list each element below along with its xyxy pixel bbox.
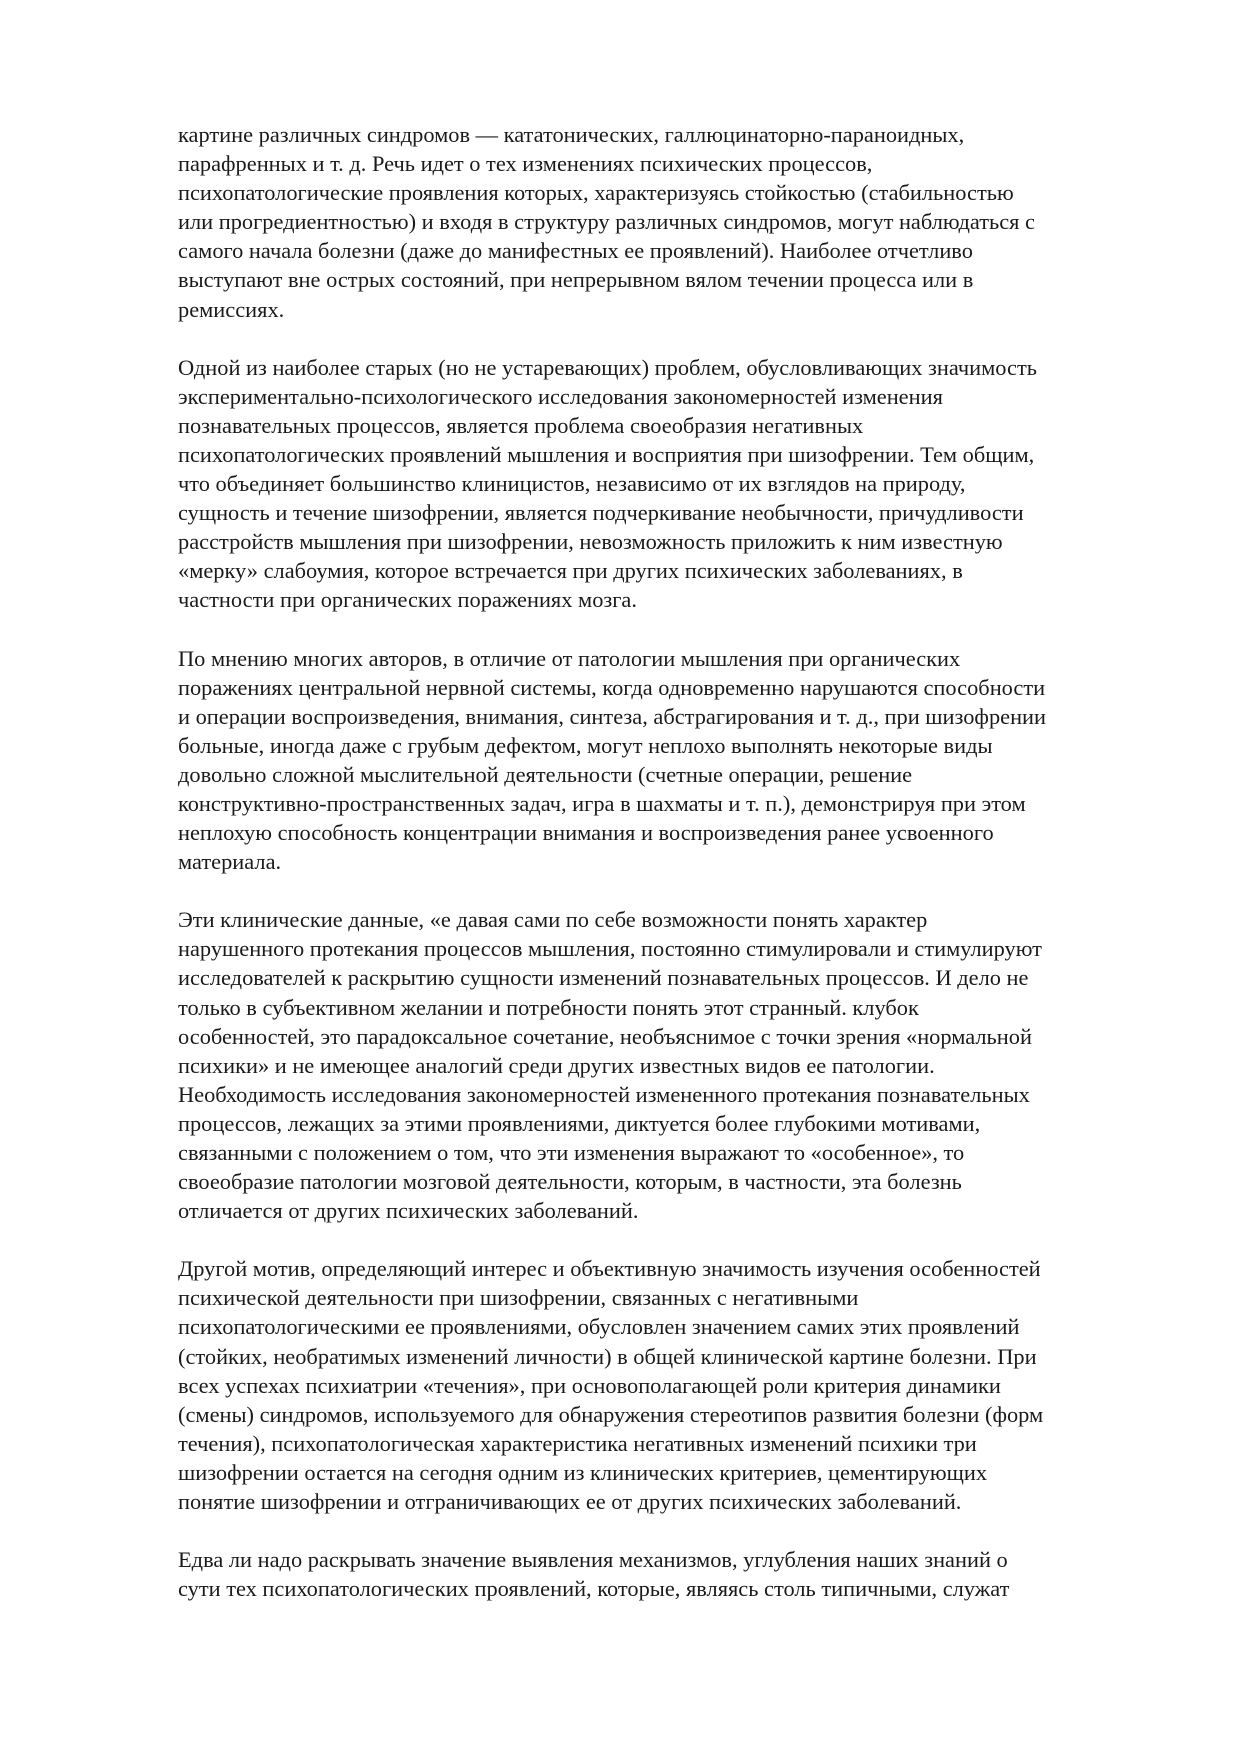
text-line: Одной из наиболее старых (но не устаревающих) проблем, обусловливающих значимость xyxy=(178,354,1037,380)
text-line: нарушенного протекания процессов мышления, постоянно стимулировали и стимулируют xyxy=(178,936,1042,962)
text-line: Эти клинические данные, «е давая сами по себе возможности понять характер xyxy=(178,907,928,933)
text-line: психики» и не имеющее аналогий среди других известных видов ее патологии. xyxy=(178,1052,935,1078)
text-line: понятие шизофрении и отграничивающих ее от других психических заболеваний. xyxy=(178,1489,962,1515)
body-text xyxy=(178,120,1158,1632)
text-line: связанными с положением о том, что эти изменения выражают то «особенное», то xyxy=(178,1140,965,1165)
text-line: частности при органических поражениях мозга. xyxy=(178,587,637,613)
text-line: поражениях центральной нервной системы, когда одновременно нарушаются способности xyxy=(178,674,1046,700)
text-line: ремиссиях. xyxy=(178,296,285,322)
text-line: психопатологическими ее проявлениями, обусловлен значением самих этих проявлений xyxy=(178,1314,1020,1340)
text-line: особенностей, это парадоксальное сочетание, необъяснимое с точки зрения «нормальной xyxy=(178,1023,1032,1049)
text-line: познавательных процессов, является проблема своеобразия негативных xyxy=(178,412,864,438)
text-line: расстройств мышления при шизофрении, невозможность приложить к ним известную xyxy=(178,529,1003,555)
text-line: процессов, лежащих за этими проявлениями, диктуется более глубокими мотивами, xyxy=(178,1110,981,1136)
text-line: отличается от других психических заболеваний. xyxy=(178,1198,639,1224)
text-line: Едва ли надо раскрывать значение выявления механизмов, углубления наших знаний о xyxy=(178,1547,1008,1573)
text-line: Необходимость исследования закономерностей измененного протекания познавательных xyxy=(178,1081,1030,1107)
text-line: что объединяет большинство клиницистов, независимо от их взглядов на природу, xyxy=(178,471,966,497)
text-line: больные, иногда даже с грубым дефектом, могут неплохо выполнять некоторые виды xyxy=(178,732,993,758)
text-line: всех успехах психиатрии «течения», при основополагающей роли критерия динамики xyxy=(178,1372,1001,1398)
paragraph-4 xyxy=(178,905,1158,1225)
paragraph-1 xyxy=(178,120,1158,324)
text-line: или прогредиентностью) и входя в структуру различных синдромов, могут наблюдаться с xyxy=(178,209,1035,235)
text-line: (стойких, необратимых изменений личности) в общей клинической картине болезни. При xyxy=(178,1343,1037,1369)
text-line: парафренных и т. д. Речь идет о тех изменениях психических процессов, xyxy=(178,151,873,177)
text-line: шизофрении остается на сегодня одним из клинических критериев, цементирующих xyxy=(178,1459,988,1485)
text-line: психопатологических проявлений мышления и восприятия при шизофрении. Тем общим, xyxy=(178,441,1035,467)
text-line: По мнению многих авторов, в отличие от патологии мышления при органических xyxy=(178,645,961,671)
text-line: Другой мотив, определяющий интерес и объективную значимость изучения особенностей xyxy=(178,1256,1041,1282)
text-line: «мерку» слабоумия, которое встречается при других психических заболеваниях, в xyxy=(178,558,963,584)
text-line: довольно сложной мыслительной деятельности (счетные операции, решение xyxy=(178,761,913,787)
text-line: психической деятельности при шизофрении, связанных с негативными xyxy=(178,1285,859,1311)
text-line: самого начала болезни (даже до манифестных ее проявлений). Наиболее отчетливо xyxy=(178,238,973,264)
text-line: экспериментально-психологического исследования закономерностей изменения xyxy=(178,383,943,409)
text-line: сути тех психопатологических проявлений, которые, являясь столь типичными, служат xyxy=(178,1576,1010,1602)
text-line: только в субъективном желании и потребности понять этот странный. клубок xyxy=(178,994,919,1020)
text-line: течения), психопатологическая характеристика негативных изменений психики три xyxy=(178,1430,977,1456)
paragraph-6 xyxy=(178,1545,1158,1603)
text-line: выступают вне острых состояний, при непрерывном вялом течении процесса или в xyxy=(178,267,974,293)
paragraph-2 xyxy=(178,353,1158,615)
text-line: конструктивно-пространственных задач, игра в шахматы и т. п.), демонстрируя при этом xyxy=(178,790,1026,816)
text-line: неплохую способность концентрации внимания и воспроизведения ранее усвоенного xyxy=(178,820,994,846)
text-line: картине различных синдромов — кататонических, галлюцинаторно-параноидных, xyxy=(178,122,965,147)
text-line: сущность и течение шизофрении, является подчеркивание необычности, причудливости xyxy=(178,500,1024,526)
text-line: (смены) синдромов, используемого для обнаружения стереотипов развития болезни (форм xyxy=(178,1401,1044,1427)
paragraph-5 xyxy=(178,1254,1158,1516)
text-line: психопатологические проявления которых, характеризуясь стойкостью (стабильностью xyxy=(178,180,1014,206)
text-line: своеобразие патологии мозговой деятельности, которым, в частности, эта болезнь xyxy=(178,1169,962,1195)
text-line: исследователей к раскрытию сущности изменений познавательных процессов. И дело не xyxy=(178,965,1029,991)
paragraph-3 xyxy=(178,644,1158,877)
text-line: и операции воспроизведения, внимания, синтеза, абстрагирования и т. д., при шизофрении xyxy=(178,703,1047,729)
text-line: материала. xyxy=(178,849,282,875)
